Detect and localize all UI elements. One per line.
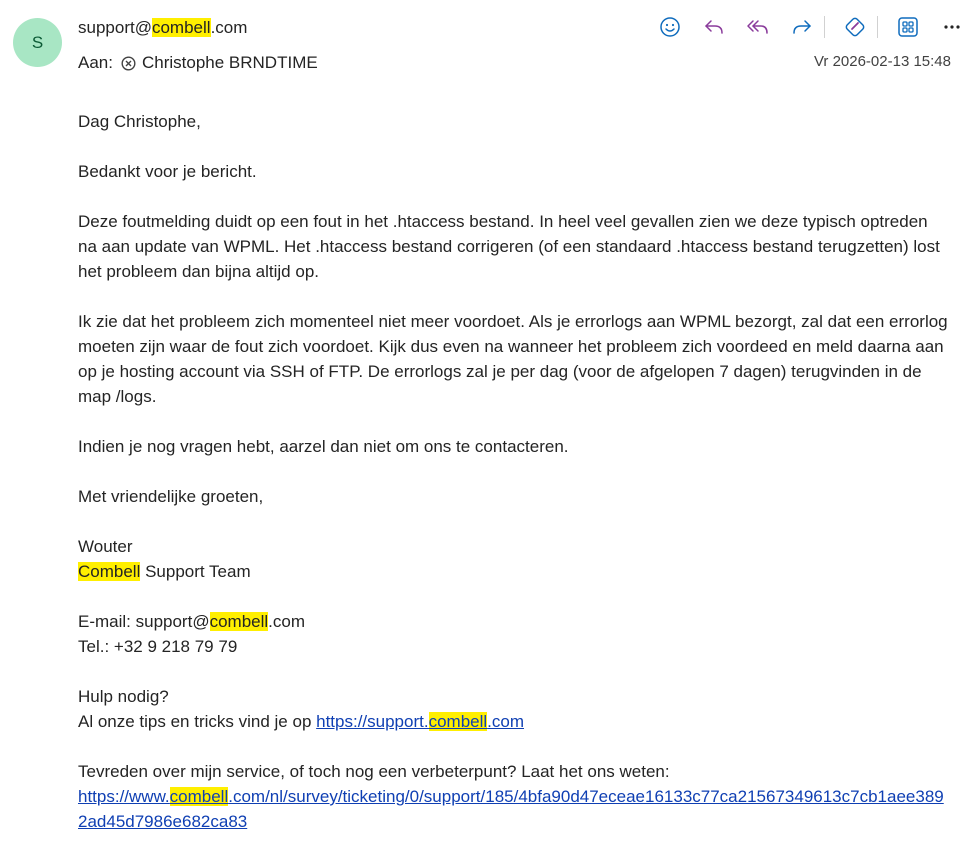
copilot-icon[interactable] <box>841 13 869 41</box>
message-toolbar <box>656 13 966 41</box>
reply-all-icon[interactable] <box>744 13 772 41</box>
survey-link-b: .com/nl/survey/ticketing/0/support/185/4bfa90d47eceae16133c77ca21567349613c7cb1aee3892ad45d7986e682ca83 <box>78 787 944 831</box>
sender-email-suffix: .com <box>210 18 248 37</box>
recipient-label: Aan: <box>78 53 113 72</box>
help-question: Hulp nodig? <box>78 687 169 706</box>
support-link-b: .com <box>487 712 525 731</box>
support-link-a: https://support. <box>316 712 429 731</box>
toolbar-divider <box>824 16 825 38</box>
paragraph-contact: Indien je nog vragen hebt, aarzel dan niet om ons te contacteren. <box>78 437 569 456</box>
signature-email-suffix: .com <box>268 612 306 631</box>
signature-email-highlight: combell <box>209 612 269 631</box>
support-link[interactable] <box>316 712 524 731</box>
sent-date: Vr 2026-02-13 15:48 <box>813 53 951 70</box>
recipient-line <box>78 51 318 75</box>
signature-email-label: E-mail: support@ <box>78 612 210 631</box>
thanks-line: Bedankt voor je bericht. <box>78 162 257 181</box>
reply-icon[interactable] <box>700 13 728 41</box>
support-link-highlight: combell <box>428 712 488 731</box>
more-icon[interactable] <box>938 13 966 41</box>
signature-tel: Tel.: +32 9 218 79 79 <box>78 637 238 656</box>
sender-email-prefix: support@ <box>78 18 152 37</box>
signature-name: Wouter <box>78 537 133 556</box>
remove-recipient-icon[interactable] <box>121 56 136 71</box>
survey-link-a: https://www. <box>78 787 170 806</box>
paragraph-errorlogs: Ik zie dat het probleem zich momenteel niet meer voordoet. Als je errorlogs aan WPML bezorgt, zal dat een errorlog moeten zijn waar de fout zich voordoet. Kijk dus even na wanneer het probleem zich voordeed en meld daarna aan op je hosting account via SSH of FTP. De errorlogs zal je per dag (voor de afgelopen 7 dagen) terugvinden in de map /logs. <box>78 312 948 406</box>
survey-link-line <box>78 784 948 834</box>
recipient-name[interactable]: Christophe BRNDTIME <box>141 53 318 72</box>
signature-team-label: Support Team <box>140 562 251 581</box>
greeting: Dag Christophe, <box>78 112 201 131</box>
survey-link[interactable] <box>78 787 944 831</box>
toolbar-divider-2 <box>877 16 878 38</box>
signature-team <box>78 559 948 584</box>
avatar-initial: S <box>31 32 44 52</box>
tips-line <box>78 709 948 734</box>
tips-prefix: Al onze tips en tricks vind je op <box>78 712 317 731</box>
paragraph-htaccess: Deze foutmelding duidt op een fout in het .htaccess bestand. In heel veel gevallen zien we deze typisch optreden na aan update van WPML. Het .htaccess bestand corrigeren (of een standaard .htaccess bestand terugzetten) lost het probleem dan bijna altijd op. <box>78 212 940 281</box>
signature-email <box>78 609 948 634</box>
survey-question: Tevreden over mijn service, of toch nog een verbeterpunt? Laat het ons weten: <box>78 762 670 781</box>
sender-email[interactable] <box>78 16 247 40</box>
signature-company: Combell <box>78 562 141 581</box>
closing: Met vriendelijke groeten, <box>78 487 264 506</box>
message-body <box>78 109 948 834</box>
survey-link-highlight: combell <box>169 787 229 806</box>
forward-icon[interactable] <box>788 13 816 41</box>
apps-icon[interactable] <box>894 13 922 41</box>
sender-avatar[interactable] <box>13 18 62 67</box>
emoji-icon[interactable] <box>656 13 684 41</box>
sender-email-highlight: combell <box>151 18 211 37</box>
